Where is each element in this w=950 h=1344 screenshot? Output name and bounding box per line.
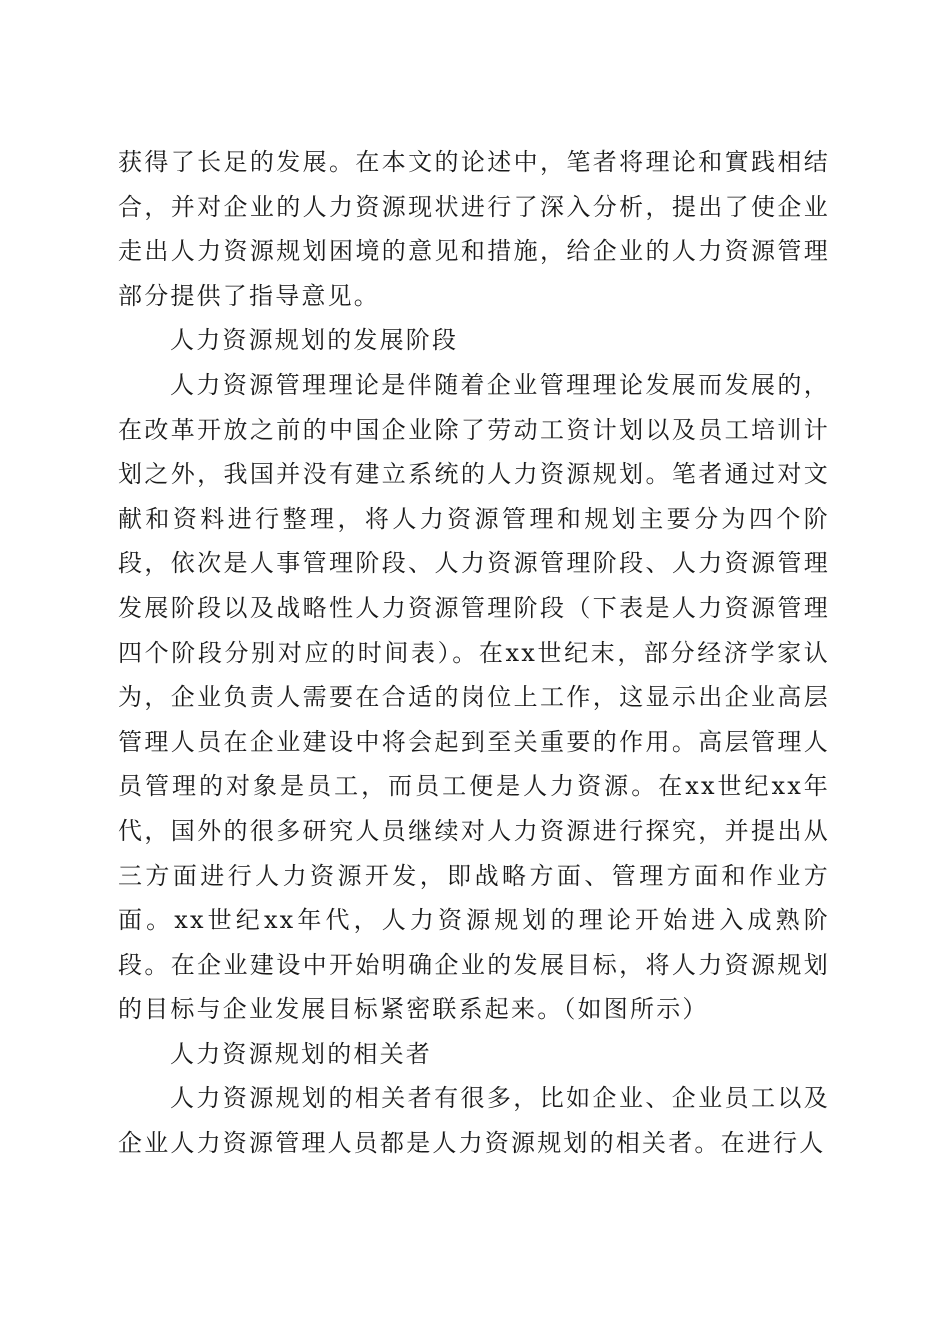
- section-heading-stakeholders: 人力资源规划的相关者: [170, 1039, 432, 1068]
- paragraph-development-stages: 人力资源管理理论是伴随着企业管理理论发展而发展的，在改革开放之前的中国企业除了劳动工资计划以及员工培训计划之外，我国并没有建立系统的人力资源规划。笔者通过对文献和资料进行整理，将人力资源管理和规划主要分为四个阶段，依次是人事管理阶段、人力资源管理阶段、人力资源管理发展阶段以及战略性人力资源管理阶段（下表是人力资源管理四个阶段分别对应的时间表）。在xx世纪末，部分经济学家认为，企业负责人需要在合适的岗位上工作，这显示出企业高层管理人员在企业建设中将会起到至关重要的作用。高层管理人员管理的对象是员工，而员工便是人力资源。在xx世纪xx年代，国外的很多研究人员继续对人力资源进行探究，并提出从三方面进行人力资源开发，即战略方面、管理方面和作业方面。xx世纪xx年代，人力资源规划的理论开始进入成熟阶段。在企业建设中开始明确企业的发展目标，将人力资源规划的目标与企业发展目标紧密联系起来。（如图所示）: [118, 370, 830, 1024]
- paragraph-intro-continued: 获得了长足的发展。在本文的论述中，笔者将理论和實践相结合，并对企业的人力资源现状进行了深入分析，提出了使企业走出人力资源规划困境的意见和措施，给企业的人力资源管理部分提供了指导意见。: [118, 148, 830, 310]
- document-body: [118, 140, 830, 1166]
- paragraph-stakeholders: 人力资源规划的相关者有很多，比如企业、企业员工以及企业人力资源管理人员都是人力资源规划的相关者。在进行人: [118, 1084, 830, 1158]
- section-heading-development-stages: 人力资源规划的发展阶段: [170, 326, 459, 355]
